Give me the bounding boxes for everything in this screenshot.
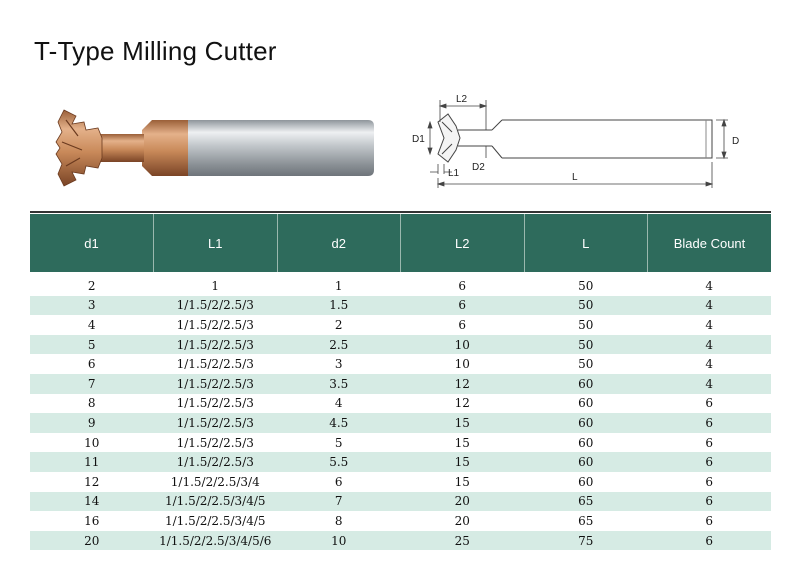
- table-cell: 20: [30, 531, 154, 551]
- table-cell: 1/1.5/2/2.5/3/4: [170, 474, 260, 489]
- table-cell: 60: [578, 435, 594, 450]
- table-row: [30, 315, 771, 335]
- table-cell: 1/1.5/2/2.5/3/4/5: [164, 513, 266, 528]
- table-cell: 2.5: [277, 335, 401, 355]
- table-cell: 12: [84, 474, 100, 489]
- table-cell: 4: [648, 296, 772, 316]
- label-d2: D2: [472, 162, 485, 173]
- table-row: [30, 296, 771, 316]
- table-cell: 60: [524, 374, 648, 394]
- table-row: [30, 452, 771, 472]
- header-d1: d1: [30, 214, 154, 272]
- table-cell: 1/1.5/2/2.5/3: [154, 374, 278, 394]
- technical-drawing: [400, 92, 740, 202]
- table-cell: 1: [334, 278, 343, 293]
- table-cell: 1/1.5/2/2.5/3: [176, 435, 254, 450]
- table-cell: 15: [454, 474, 470, 489]
- table-cell: 1/1.5/2/2.5/3: [176, 396, 254, 411]
- table-cell: 4: [648, 335, 772, 355]
- table-row: [30, 394, 771, 414]
- table-cell: 10: [401, 335, 525, 355]
- table-cell: 1/1.5/2/2.5/3/4/5/6: [154, 531, 278, 551]
- table-cell: 8: [334, 513, 343, 528]
- table-cell: 50: [524, 335, 648, 355]
- header-l2: L2: [401, 214, 525, 272]
- header-l: L: [524, 214, 648, 272]
- table-cell: 6: [401, 296, 525, 316]
- table-cell: 8: [87, 396, 96, 411]
- label-l1: L1: [448, 168, 460, 179]
- table-cell: 20: [401, 492, 525, 512]
- table-cell: 6: [648, 492, 772, 512]
- table-cell: 50: [578, 278, 594, 293]
- table-cell: 1: [211, 278, 220, 293]
- table-cell: 6: [648, 452, 772, 472]
- table-cell: 4.5: [277, 413, 401, 433]
- table-cell: 1/1.5/2/2.5/3: [176, 357, 254, 372]
- table-row: [30, 433, 771, 453]
- table-row: [30, 492, 771, 512]
- table-cell: 3.5: [277, 374, 401, 394]
- table-row: [30, 335, 771, 355]
- table-cell: 4: [648, 374, 772, 394]
- header-blade-count: Blade Count: [648, 214, 772, 272]
- table-cell: 65: [578, 513, 594, 528]
- table-cell: 2: [87, 278, 96, 293]
- table-cell: 50: [578, 317, 594, 332]
- table-cell: 10: [454, 357, 470, 372]
- table-cell: 6: [705, 435, 714, 450]
- table-cell: 16: [84, 513, 100, 528]
- header-l1: L1: [154, 214, 278, 272]
- table-cell: 60: [578, 474, 594, 489]
- table-cell: 10: [84, 435, 100, 450]
- table-row: [30, 374, 771, 394]
- table-cell: 4: [705, 278, 714, 293]
- table-cell: 15: [401, 413, 525, 433]
- table-body: [30, 272, 771, 550]
- table-cell: 12: [401, 374, 525, 394]
- table-cell: 1/1.5/2/2.5/3: [154, 413, 278, 433]
- table-cell: 9: [30, 413, 154, 433]
- table-cell: 4: [705, 357, 714, 372]
- table-top-rule: [30, 211, 771, 213]
- table-row: [30, 511, 771, 531]
- table-cell: 6: [87, 357, 96, 372]
- table-row: [30, 272, 771, 296]
- label-d1: D1: [412, 134, 425, 145]
- table-cell: 65: [524, 492, 648, 512]
- table-cell: 1.5: [277, 296, 401, 316]
- table-cell: 6: [648, 531, 772, 551]
- table-cell: 6: [458, 317, 467, 332]
- table-cell: 4: [87, 317, 96, 332]
- table-cell: 1/1.5/2/2.5/3/4/5: [154, 492, 278, 512]
- table-cell: 3: [334, 357, 343, 372]
- table-cell: 75: [524, 531, 648, 551]
- table-header-row: [30, 214, 771, 272]
- table-cell: 5.5: [277, 452, 401, 472]
- table-cell: 6: [705, 396, 714, 411]
- table-cell: 3: [30, 296, 154, 316]
- table-cell: 4: [334, 396, 343, 411]
- spec-table: [30, 214, 771, 550]
- table-cell: 60: [578, 396, 594, 411]
- table-cell: 4: [705, 317, 714, 332]
- table-cell: 6: [648, 413, 772, 433]
- table-cell: 5: [30, 335, 154, 355]
- table-cell: 1/1.5/2/2.5/3: [154, 452, 278, 472]
- table-cell: 10: [277, 531, 401, 551]
- label-d: D: [732, 136, 740, 147]
- table-cell: 14: [30, 492, 154, 512]
- header-d2: d2: [277, 214, 401, 272]
- page-title: T-Type Milling Cutter: [34, 36, 277, 66]
- table-cell: 15: [401, 452, 525, 472]
- table-row: [30, 413, 771, 433]
- table-cell: 25: [401, 531, 525, 551]
- table-cell: 6: [705, 474, 714, 489]
- table-cell: 50: [524, 296, 648, 316]
- table-cell: 1/1.5/2/2.5/3: [154, 296, 278, 316]
- table-cell: 60: [524, 452, 648, 472]
- table-cell: 6: [334, 474, 343, 489]
- table-cell: 2: [334, 317, 343, 332]
- table-cell: 6: [458, 278, 467, 293]
- table-cell: 1/1.5/2/2.5/3: [176, 317, 254, 332]
- table-cell: 1/1.5/2/2.5/3: [154, 335, 278, 355]
- cutter-photo: [52, 108, 377, 188]
- table-row: [30, 472, 771, 492]
- table-row: [30, 531, 771, 551]
- table-cell: 12: [454, 396, 470, 411]
- table-cell: 6: [705, 513, 714, 528]
- table-cell: 20: [454, 513, 470, 528]
- table-cell: 15: [454, 435, 470, 450]
- table-row: [30, 354, 771, 374]
- label-l: L: [572, 172, 578, 183]
- table-cell: 50: [578, 357, 594, 372]
- table-cell: 60: [524, 413, 648, 433]
- table-cell: 11: [30, 452, 154, 472]
- table-cell: 5: [334, 435, 343, 450]
- label-l2: L2: [456, 94, 468, 105]
- table-cell: 7: [277, 492, 401, 512]
- table-cell: 7: [30, 374, 154, 394]
